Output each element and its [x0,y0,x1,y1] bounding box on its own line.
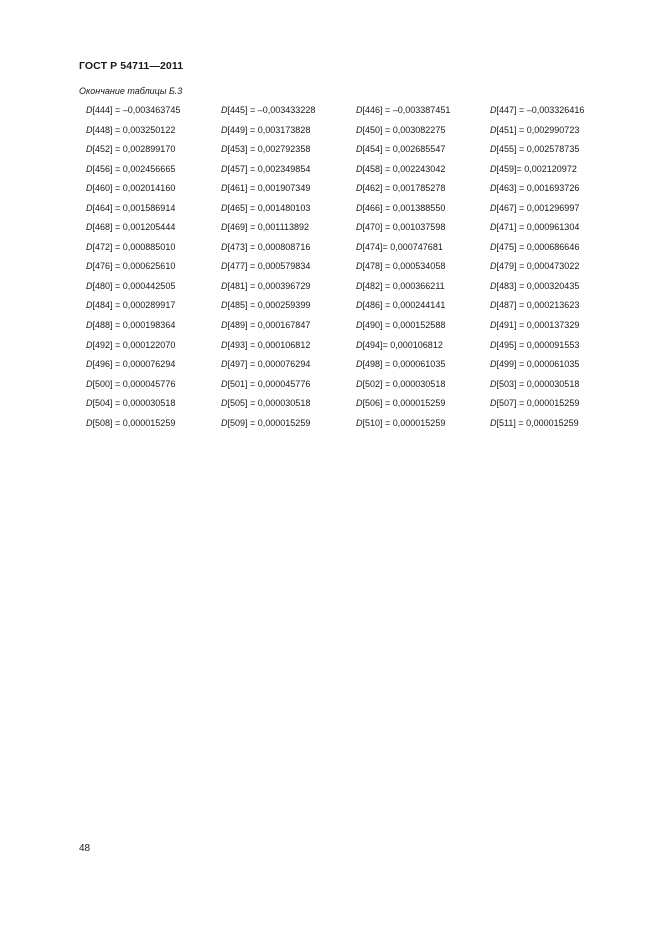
document-header: ГОСТ Р 54711—2011 [79,60,184,72]
table-cell [221,163,310,175]
coefficient-value: [493] = 0,000106812 [227,339,311,350]
table-cell [86,260,175,272]
coefficient-value: [471] = 0,000961304 [496,222,580,233]
table-cell [356,397,445,409]
coefficient-symbol: D [356,339,363,350]
table-cell [490,163,577,175]
coefficient-symbol: D [86,378,93,389]
table-cell [490,417,579,429]
coefficient-symbol: D [490,339,497,350]
table-cell [221,319,310,331]
coefficient-value: [467] = 0,001296997 [496,202,580,213]
coefficient-value: [448] = 0,003250122 [92,124,176,135]
table-cell [86,339,175,351]
table-cell [356,163,445,175]
coefficient-symbol: D [356,280,363,291]
table-cell [490,202,579,214]
coefficient-value: [491] = 0,000137329 [496,320,580,331]
coefficient-value: [478] = 0,000534058 [362,261,446,272]
table-cell [356,241,443,253]
coefficient-value: [462] = 0,001785278 [362,183,446,194]
table-cell [86,104,180,116]
coefficient-value: [484] = 0,000289917 [92,300,176,311]
coefficient-symbol: D [86,280,93,291]
coefficient-value: [452] = 0,002899170 [92,144,176,155]
coefficient-value: [487] = 0,000213623 [496,300,580,311]
coefficient-value: [504] = 0,000030518 [92,398,176,409]
coefficient-symbol: D [86,202,93,213]
table-cell [490,241,579,253]
coefficient-value: [501] = 0,000045776 [227,378,311,389]
coefficient-symbol: D [86,222,93,233]
coefficient-value: [506] = 0,000015259 [362,398,446,409]
coefficient-symbol: D [221,261,228,272]
coefficient-value: [497] = 0,000076294 [227,359,311,370]
coefficient-symbol: D [86,359,93,370]
coefficient-symbol: D [356,222,363,233]
table-cell [221,358,310,370]
table-cell [221,143,310,155]
coefficient-value: [509] = 0,000015259 [227,417,311,428]
table-cell [490,397,579,409]
coefficient-value: [502] = 0,000030518 [362,378,446,389]
coefficient-symbol: D [221,163,228,174]
coefficient-value: [466] = 0,001388550 [362,202,446,213]
table-cell [86,182,175,194]
table-cell [490,104,584,116]
coefficient-value: [460] = 0,002014160 [92,183,176,194]
coefficient-symbol: D [221,378,228,389]
table-cell [356,378,445,390]
coefficient-symbol: D [356,261,363,272]
coefficient-value: [464] = 0,001586914 [92,202,176,213]
coefficient-value: [450] = 0,003082275 [362,124,446,135]
table-cell [221,202,310,214]
coefficient-symbol: D [86,124,93,135]
coefficient-value: [451] = 0,002990723 [496,124,580,135]
coefficient-symbol: D [221,359,228,370]
coefficient-value: [483] = 0,000320435 [496,280,580,291]
coefficient-value: [455] = 0,002578735 [496,144,580,155]
coefficient-symbol: D [356,241,363,252]
coefficient-value: [496] = 0,000076294 [92,359,176,370]
coefficient-symbol: D [490,105,497,115]
coefficient-symbol: D [490,163,497,174]
coefficient-value: [494]= 0,000106812 [362,339,443,350]
table-cell [86,221,175,233]
coefficient-symbol: D [356,359,363,370]
coefficient-value: [507] = 0,000015259 [496,398,580,409]
coefficient-symbol: D [221,417,228,428]
coefficient-value: [445] = –0,003433228 [227,105,316,115]
coefficient-symbol: D [86,300,93,311]
coefficient-symbol: D [356,183,363,194]
table-cell [221,299,310,311]
coefficient-symbol: D [490,398,497,409]
coefficient-symbol: D [86,398,93,409]
coefficient-symbol: D [356,417,363,428]
coefficient-symbol: D [221,105,228,115]
coefficient-symbol: D [86,241,93,252]
coefficient-value: [449] = 0,003173828 [227,124,311,135]
table-cell [86,319,175,331]
coefficient-symbol: D [356,398,363,409]
coefficient-symbol: D [490,222,497,233]
table-cell [490,299,579,311]
table-cell [86,202,175,214]
coefficient-value: [461] = 0,001907349 [227,183,311,194]
table-cell [356,358,445,370]
table-cell [356,104,450,116]
table-cell [490,280,579,292]
coefficient-value: [474]= 0,000747681 [362,241,443,252]
coefficient-symbol: D [490,378,497,389]
coefficient-value: [508] = 0,000015259 [92,417,176,428]
coefficient-symbol: D [221,124,228,135]
table-cell [86,280,175,292]
coefficient-value: [495] = 0,000091553 [496,339,580,350]
coefficient-value: [470] = 0,001037598 [362,222,446,233]
coefficient-symbol: D [490,417,497,428]
coefficient-symbol: D [221,222,228,233]
coefficient-value: [489] = 0,000167847 [227,320,311,331]
table-cell [86,417,175,429]
coefficient-symbol: D [356,105,363,115]
coefficient-value: [463] = 0,001693726 [496,183,580,194]
table-cell [490,319,579,331]
table-caption: Окончание таблицы Б.3 [79,86,183,96]
table-cell [490,378,579,390]
table-cell [221,339,310,351]
table-cell [221,241,310,253]
coefficient-symbol: D [221,398,228,409]
coefficient-symbol: D [356,300,363,311]
coefficient-symbol: D [490,241,497,252]
coefficient-value: [482] = 0,000366211 [362,280,445,291]
coefficient-symbol: D [490,261,497,272]
table-cell [221,280,310,292]
table-cell [490,339,579,351]
table-cell [221,378,310,390]
coefficient-symbol: D [86,105,93,115]
coefficient-value: [475] = 0,000686646 [496,241,580,252]
coefficient-value: [488] = 0,000198364 [92,320,176,331]
table-cell [356,299,445,311]
table-cell [86,163,175,175]
coefficient-symbol: D [356,202,363,213]
table-cell [356,260,445,272]
coefficient-value: [457] = 0,002349854 [227,163,311,174]
table-cell [86,241,175,253]
table-cell [490,260,579,272]
table-cell [86,299,175,311]
table-cell [356,280,445,292]
coefficient-value: [476] = 0,000625610 [92,261,176,272]
coefficient-symbol: D [490,183,497,194]
table-cell [490,221,579,233]
coefficient-symbol: D [86,339,93,350]
coefficient-value: [458] = 0,002243042 [362,163,446,174]
coefficient-symbol: D [86,183,93,194]
coefficient-symbol: D [221,144,228,155]
table-cell [86,143,175,155]
coefficient-symbol: D [490,144,497,155]
coefficient-value: [499] = 0,000061035 [496,359,580,370]
table-cell [356,124,445,136]
coefficient-value: [473] = 0,000808716 [227,241,311,252]
coefficient-value: [465] = 0,001480103 [227,202,311,213]
coefficient-value: [480] = 0,000442505 [92,280,176,291]
coefficient-symbol: D [490,124,497,135]
coefficient-value: [490] = 0,000152588 [362,320,446,331]
coefficient-symbol: D [86,417,93,428]
table-cell [356,182,445,194]
table-cell [86,358,175,370]
table-cell [221,104,315,116]
coefficient-value: [511] = 0,000015259 [496,417,579,428]
coefficient-value: [479] = 0,000473022 [496,261,580,272]
table-cell [490,124,579,136]
coefficient-value: [469] = 0,001113892 [227,222,309,233]
coefficient-symbol: D [490,359,497,370]
table-cell [86,378,175,390]
coefficient-value: [505] = 0,000030518 [227,398,311,409]
coefficient-symbol: D [356,378,363,389]
coefficient-value: [459]= 0,002120972 [496,163,577,174]
coefficient-symbol: D [490,202,497,213]
coefficient-value: [454] = 0,002685547 [362,144,446,155]
coefficient-symbol: D [356,320,363,331]
coefficient-value: [485] = 0,000259399 [227,300,311,311]
coefficient-value: [492] = 0,000122070 [92,339,176,350]
table-cell [356,221,445,233]
coefficient-value: [472] = 0,000885010 [92,241,176,252]
coefficient-value: [500] = 0,000045776 [92,378,176,389]
coefficient-value: [477] = 0,000579834 [227,261,311,272]
coefficient-symbol: D [490,320,497,331]
table-cell [356,339,443,351]
coefficient-value: [456] = 0,002456665 [92,163,176,174]
coefficient-symbol: D [86,320,93,331]
table-cell [221,124,310,136]
coefficient-value: [468] = 0,001205444 [92,222,176,233]
table-cell [221,182,310,194]
coefficient-value: [503] = 0,000030518 [496,378,580,389]
coefficient-value: [510] = 0,000015259 [362,417,446,428]
coefficient-symbol: D [221,183,228,194]
coefficient-value: [453] = 0,002792358 [227,144,311,155]
coefficient-value: [444] = –0,003463745 [92,105,181,115]
coefficient-symbol: D [221,300,228,311]
table-cell [490,182,579,194]
coefficient-value: [447] = –0,003326416 [496,105,585,115]
coefficient-symbol: D [221,241,228,252]
table-cell [490,358,579,370]
coefficient-symbol: D [490,280,497,291]
coefficient-value: [498] = 0,000061035 [362,359,446,370]
coefficient-symbol: D [221,339,228,350]
table-cell [221,397,310,409]
table-cell [221,417,310,429]
coefficient-symbol: D [356,124,363,135]
coefficient-symbol: D [356,163,363,174]
coefficient-value: [486] = 0,000244141 [362,300,446,311]
coefficient-symbol: D [490,300,497,311]
coefficient-symbol: D [86,261,93,272]
table-cell [490,143,579,155]
table-cell [86,124,175,136]
table-cell [221,260,310,272]
coefficient-value: [481] = 0,000396729 [227,280,311,291]
table-cell [86,397,175,409]
coefficient-value: [446] = –0,003387451 [362,105,451,115]
table-cell [221,221,309,233]
table-cell [356,202,445,214]
coefficient-symbol: D [86,163,93,174]
coefficient-symbol: D [221,320,228,331]
table-cell [356,417,445,429]
coefficient-symbol: D [221,280,228,291]
table-cell [356,319,445,331]
table-cell [356,143,445,155]
coefficient-symbol: D [86,144,93,155]
page-number: 48 [79,843,91,854]
coefficient-symbol: D [221,202,228,213]
coefficient-symbol: D [356,144,363,155]
